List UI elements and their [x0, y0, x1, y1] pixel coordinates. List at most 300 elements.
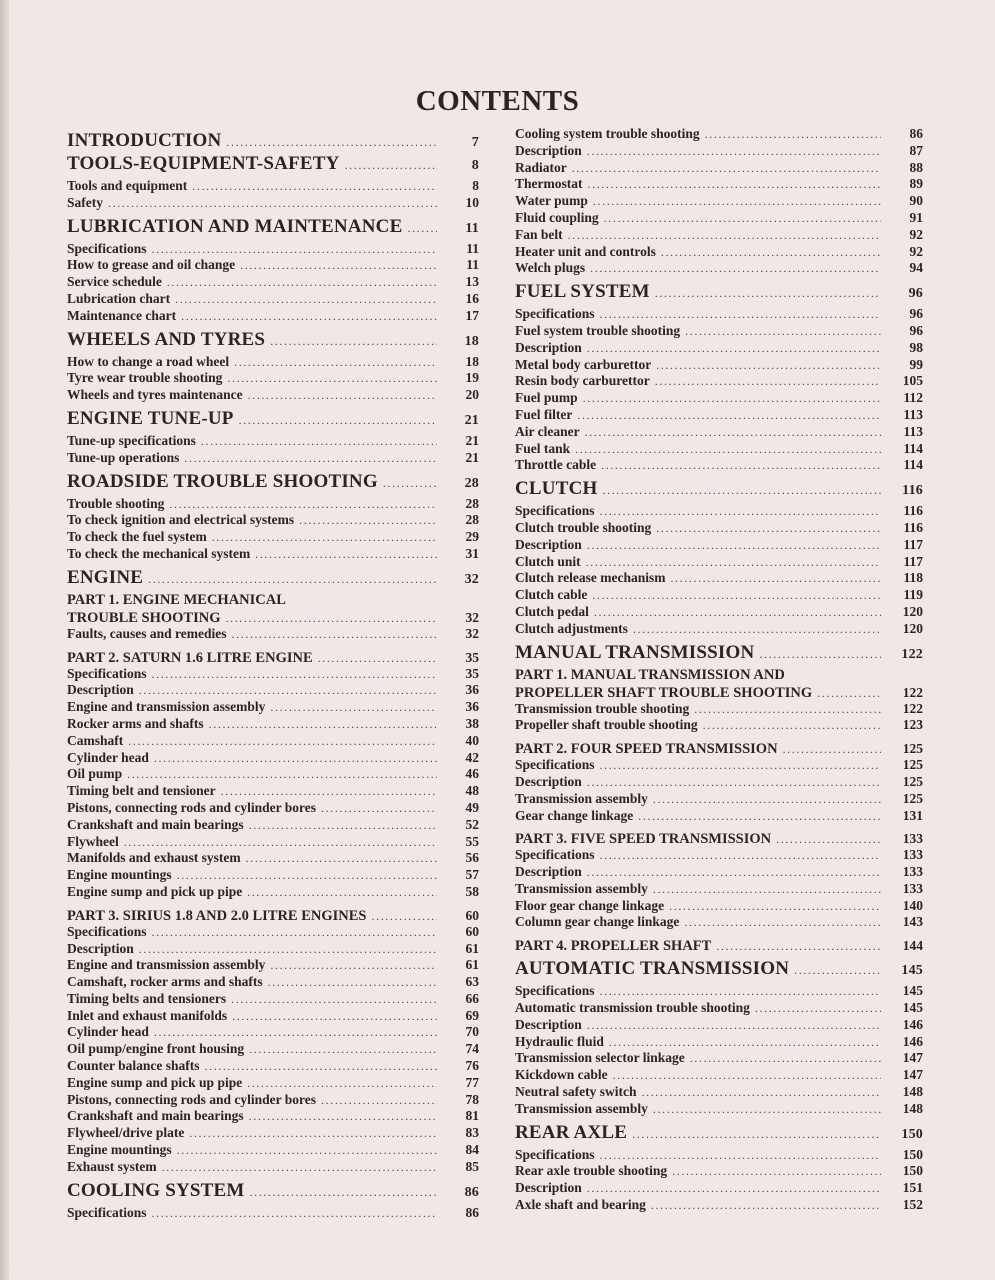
- toc-page-number: 125: [902, 741, 923, 757]
- dot-leader: [588, 176, 882, 193]
- toc-entry-title: Specifications: [515, 306, 595, 322]
- toc-page-number: 143: [902, 914, 923, 930]
- dot-leader: [661, 244, 881, 261]
- toc-page-number: 151: [902, 1180, 923, 1196]
- toc-page-number: 40: [465, 732, 479, 748]
- toc-entry-title: Floor gear change linkage: [515, 897, 665, 913]
- toc-page-number: 91: [909, 209, 923, 225]
- dot-leader: [231, 991, 437, 1008]
- toc-entry-title: How to grease and oil change: [67, 257, 236, 273]
- toc-page-number: 21: [464, 412, 479, 428]
- toc-entry-title: Kickdown cable: [515, 1067, 608, 1083]
- dot-leader: [672, 1163, 881, 1180]
- dot-leader: [127, 766, 437, 783]
- toc-entry-title: Column gear change linkage: [515, 914, 680, 930]
- toc-entry: [515, 621, 923, 638]
- toc-entry-title: Transmission assembly: [515, 790, 648, 806]
- toc-entry-title: Cooling system trouble shooting: [515, 126, 700, 141]
- dot-leader: [189, 1125, 437, 1142]
- toc-entry: [515, 1067, 923, 1084]
- toc-entry: [67, 957, 479, 974]
- toc-entry-title: ROADSIDE TROUBLE SHOOTING: [67, 470, 378, 492]
- toc-page-number: 114: [903, 457, 923, 473]
- toc-entry-title: Transmission assembly: [515, 1100, 648, 1116]
- dot-leader: [154, 750, 437, 767]
- toc-page-number: 32: [465, 609, 479, 625]
- toc-page-number: 86: [464, 1184, 479, 1200]
- dot-leader: [604, 210, 881, 227]
- toc-entry: [515, 537, 923, 554]
- toc-entry-title: Clutch release mechanism: [515, 570, 666, 586]
- toc-entry-title: Cylinder head: [67, 1024, 149, 1040]
- toc-entry-title: Tools and equipment: [67, 178, 188, 193]
- toc-page-number: 119: [903, 587, 923, 603]
- dot-leader: [653, 791, 881, 808]
- dot-leader: [249, 1041, 437, 1058]
- toc-entry: [67, 783, 479, 800]
- toc-entry-title: Exhaust system: [67, 1158, 157, 1174]
- dot-leader: [226, 610, 438, 627]
- toc-page-number: 145: [901, 963, 923, 979]
- toc-page-number: 32: [465, 625, 479, 641]
- toc-page-number: 35: [465, 649, 479, 665]
- dot-leader: [162, 1159, 437, 1176]
- toc-page-number: 116: [902, 483, 923, 499]
- toc-entry: [515, 323, 923, 340]
- toc-entry: [515, 160, 923, 177]
- dot-leader: [249, 817, 437, 834]
- toc-entry: [515, 1017, 923, 1034]
- toc-page-number: 11: [465, 220, 479, 236]
- toc-entry-title: Propeller shaft trouble shooting: [515, 717, 698, 733]
- dot-leader: [575, 441, 881, 458]
- toc-entry-title: Tune-up specifications: [67, 432, 196, 448]
- toc-entry-title: Specifications: [515, 1146, 595, 1162]
- dot-leader: [181, 308, 437, 325]
- toc-entry: [67, 884, 479, 901]
- toc-entry: [515, 791, 923, 808]
- dot-leader: [169, 496, 437, 513]
- toc-page-number: 57: [465, 867, 479, 883]
- dot-leader: [656, 357, 881, 374]
- dot-leader: [247, 1075, 437, 1092]
- toc-page-number: 90: [909, 193, 923, 209]
- toc-entry: [67, 195, 479, 212]
- toc-entry-title: Description: [515, 536, 582, 552]
- toc-entry-title: Specifications: [515, 757, 595, 773]
- dot-leader: [653, 881, 881, 898]
- toc-page-number: 116: [903, 519, 923, 535]
- toc-entry-title: Cylinder head: [67, 749, 149, 765]
- toc-chapter-entry: [67, 328, 479, 350]
- toc-page-number: 11: [466, 240, 479, 256]
- toc-entry: [515, 1034, 923, 1051]
- toc-page-number: 148: [902, 1100, 923, 1116]
- toc-entry-title: Engine sump and pick up pipe: [67, 883, 243, 899]
- toc-entry-title: Tune-up operations: [67, 449, 180, 465]
- dot-leader: [232, 626, 437, 643]
- toc-part-entry: [515, 937, 923, 954]
- dot-leader: [318, 650, 437, 667]
- toc-entry: [515, 881, 923, 898]
- toc-entry: [67, 817, 479, 834]
- toc-entry-title: Safety: [67, 194, 103, 210]
- dot-leader: [655, 373, 881, 390]
- dot-leader: [321, 800, 437, 817]
- dot-leader: [209, 716, 437, 733]
- dot-leader: [234, 354, 437, 371]
- toc-page-number: 152: [902, 1197, 923, 1213]
- toc-page-number: 125: [902, 773, 923, 789]
- toc-page-number: 7: [471, 135, 479, 150]
- toc-page-number: 87: [909, 142, 923, 158]
- dot-leader: [776, 831, 881, 848]
- toc-entry-title: Inlet and exhaust manifolds: [67, 1007, 228, 1023]
- toc-entry: [67, 241, 479, 258]
- dot-leader: [587, 340, 881, 357]
- toc-entry: [67, 924, 479, 941]
- toc-entry: [515, 1084, 923, 1101]
- toc-entry-title: WHEELS AND TYRES: [67, 328, 266, 350]
- dot-leader: [184, 450, 437, 467]
- toc-page-number: 146: [902, 1033, 923, 1049]
- toc-page-number: 150: [902, 1163, 923, 1179]
- dot-leader: [586, 554, 881, 571]
- toc-entry-title: Thermostat: [515, 176, 583, 192]
- toc-entry: [67, 496, 479, 513]
- toc-entry-title: Fuel system trouble shooting: [515, 322, 681, 338]
- dot-leader: [638, 808, 881, 825]
- toc-entry-title: ENGINE TUNE-UP: [67, 407, 234, 429]
- dot-leader: [139, 941, 437, 958]
- dot-leader: [592, 587, 881, 604]
- toc-entry: [515, 143, 923, 160]
- toc-entry: [67, 257, 479, 274]
- toc-entry: [515, 176, 923, 193]
- toc-page-number: 36: [465, 682, 479, 698]
- toc-chapter-entry: [515, 478, 923, 500]
- toc-entry: [67, 450, 479, 467]
- toc-page-number: 49: [465, 799, 479, 815]
- toc-entry: [67, 1092, 479, 1109]
- toc-page-number: 21: [465, 432, 479, 448]
- dot-leader: [407, 220, 437, 237]
- toc-entry: [515, 373, 923, 390]
- dot-leader: [587, 1017, 881, 1034]
- toc-entry: [515, 503, 923, 520]
- toc-page-number: 116: [903, 503, 923, 519]
- toc-page-number: 88: [909, 159, 923, 175]
- toc-page-number: 66: [465, 990, 479, 1006]
- dot-leader: [152, 666, 438, 683]
- toc-page-number: 60: [465, 907, 479, 923]
- toc-entry: [515, 520, 923, 537]
- toc-entry: [67, 546, 479, 563]
- toc-entry-title: Pistons, connecting rods and cylinder bores: [67, 1091, 317, 1107]
- toc-chapter-entry: [67, 215, 479, 237]
- toc-entry-title: Flywheel: [67, 833, 119, 849]
- toc-entry-title: MANUAL TRANSMISSION: [515, 641, 755, 663]
- toc-entry-title: Axle shaft and bearing: [515, 1197, 646, 1213]
- toc-page-number: 13: [465, 274, 479, 290]
- toc-entry-title: Crankshaft and main bearings: [67, 1108, 244, 1124]
- toc-page-number: 83: [465, 1125, 479, 1141]
- toc-entry-title: Pistons, connecting rods and cylinder bores: [67, 799, 317, 815]
- toc-page-number: 145: [902, 1000, 923, 1016]
- toc-page-number: 31: [465, 545, 479, 561]
- dot-leader: [299, 512, 437, 529]
- dot-leader: [656, 520, 881, 537]
- toc-entry-title: PART 1. ENGINE MECHANICAL: [67, 591, 286, 608]
- toc-entry-title: Engine mountings: [67, 1142, 172, 1158]
- dot-leader: [255, 546, 437, 563]
- toc-part-entry: [67, 592, 479, 609]
- toc-entry-title: Automatic transmission trouble shooting: [515, 1000, 750, 1016]
- toc-entry: [67, 1008, 479, 1025]
- toc-entry-title: Timing belt and tensioner: [67, 783, 216, 799]
- dot-leader: [593, 193, 881, 210]
- toc-page-number: 32: [464, 571, 479, 587]
- toc-entry: [67, 1125, 479, 1142]
- toc-chapter-entry: [515, 281, 923, 303]
- toc-page-number: 55: [465, 833, 479, 849]
- toc-entry: [67, 1075, 479, 1092]
- dot-leader: [192, 178, 437, 195]
- dot-leader: [148, 571, 437, 588]
- toc-entry-title: Engine sump and pick up pipe: [67, 1074, 243, 1090]
- toc-entry-title: Transmission assembly: [515, 880, 648, 896]
- toc-page-number: 133: [902, 864, 923, 880]
- toc-entry-title: Clutch pedal: [515, 603, 589, 619]
- toc-entry: [515, 1147, 923, 1164]
- toc-part-entry: [67, 907, 479, 924]
- toc-entry: [515, 306, 923, 323]
- dot-leader: [587, 1180, 881, 1197]
- toc-entry: [67, 682, 479, 699]
- toc-page-number: 112: [903, 390, 923, 406]
- toc-page-number: 118: [903, 570, 923, 586]
- toc-entry: [515, 227, 923, 244]
- dot-leader: [139, 682, 437, 699]
- toc-page-number: 16: [465, 290, 479, 306]
- toc-entry-title: Wheels and tyres maintenance: [67, 387, 243, 403]
- toc-page-number: 61: [465, 940, 479, 956]
- toc-page-number: 125: [902, 757, 923, 773]
- toc-entry: [67, 733, 479, 750]
- toc-page-number: 122: [901, 646, 923, 662]
- dot-leader: [684, 914, 881, 931]
- toc-entry: [67, 291, 479, 308]
- toc-page-number: 140: [902, 897, 923, 913]
- toc-entry: [515, 260, 923, 277]
- dot-leader: [703, 717, 881, 734]
- toc-entry: [67, 1041, 479, 1058]
- page-binding-edge: [0, 0, 9, 1280]
- toc-part-entry: [515, 684, 923, 701]
- toc-page-number: 150: [902, 1146, 923, 1162]
- dot-leader: [212, 529, 437, 546]
- toc-entry: [515, 357, 923, 374]
- toc-entry: [515, 983, 923, 1000]
- toc-entry: [515, 244, 923, 261]
- dot-leader: [594, 604, 881, 621]
- toc-entry: [67, 716, 479, 733]
- toc-page-number: 92: [909, 226, 923, 242]
- toc-page-number: 105: [902, 373, 923, 389]
- dot-leader: [632, 1126, 881, 1143]
- toc-entry: [515, 1101, 923, 1118]
- toc-entry: [67, 666, 479, 683]
- toc-page-number: 96: [909, 306, 923, 322]
- toc-page-number: 58: [465, 883, 479, 899]
- toc-entry-title: PART 4. PROPELLER SHAFT: [515, 938, 712, 955]
- toc-page-number: 92: [909, 243, 923, 259]
- toc-page-number: 113: [903, 406, 923, 422]
- toc-entry: [515, 1000, 923, 1017]
- toc-entry-title: PART 3. SIRIUS 1.8 AND 2.0 LITRE ENGINES: [67, 907, 367, 924]
- toc-entry: [515, 441, 923, 458]
- contents-column-left: [67, 126, 479, 1221]
- toc-entry-title: Flywheel/drive plate: [67, 1125, 185, 1141]
- toc-page-number: 61: [465, 957, 479, 973]
- dot-leader: [600, 757, 882, 774]
- toc-entry-title: INTRODUCTION: [67, 130, 222, 151]
- toc-entry-title: Radiator: [515, 159, 567, 175]
- dot-leader: [690, 1050, 881, 1067]
- toc-entry-title: Engine and transmission assembly: [67, 957, 266, 973]
- toc-chapter-entry: [67, 155, 479, 172]
- toc-entry-title: Trouble shooting: [67, 495, 165, 511]
- toc-entry-title: Engine and transmission assembly: [67, 699, 266, 715]
- toc-entry-title: Description: [515, 864, 582, 880]
- toc-entry: [67, 370, 479, 387]
- toc-entry-title: Clutch trouble shooting: [515, 519, 652, 535]
- dot-leader: [583, 390, 881, 407]
- toc-chapter-entry: [67, 1179, 479, 1201]
- toc-entry: [515, 914, 923, 931]
- toc-part-entry: [515, 740, 923, 757]
- toc-entry: [515, 554, 923, 571]
- toc-entry: [515, 126, 923, 143]
- toc-entry: [67, 1159, 479, 1176]
- toc-entry-title: How to change a road wheel: [67, 353, 230, 369]
- toc-page-number: 76: [465, 1058, 479, 1074]
- toc-page-number: 85: [465, 1158, 479, 1174]
- dot-leader: [249, 1108, 437, 1125]
- toc-entry-title: Specifications: [67, 1204, 147, 1220]
- toc-entry: [67, 1142, 479, 1159]
- toc-entry: [67, 991, 479, 1008]
- toc-page-number: 8: [471, 158, 479, 173]
- toc-page-number: 10: [465, 194, 479, 210]
- toc-page-number: 78: [465, 1091, 479, 1107]
- toc-chapter-entry: [67, 407, 479, 429]
- toc-entry-title: Rear axle trouble shooting: [515, 1163, 668, 1179]
- toc-page-number: 28: [464, 475, 479, 491]
- toc-entry-title: Throttle cable: [515, 457, 597, 473]
- toc-page-number: 89: [909, 176, 923, 192]
- toc-entry: [515, 587, 923, 604]
- toc-entry: [515, 390, 923, 407]
- dot-leader: [794, 962, 881, 979]
- dot-leader: [232, 1008, 437, 1025]
- toc-entry-title: Clutch cable: [515, 587, 588, 603]
- toc-entry: [515, 604, 923, 621]
- toc-entry: [515, 407, 923, 424]
- dot-leader: [655, 285, 881, 302]
- toc-page-number: 147: [902, 1067, 923, 1083]
- toc-page-number: 77: [465, 1074, 479, 1090]
- dot-leader: [669, 898, 881, 915]
- dot-leader: [177, 867, 437, 884]
- toc-page-number: 29: [465, 529, 479, 545]
- dot-leader: [587, 864, 881, 881]
- dot-leader: [716, 938, 881, 955]
- toc-entry-title: CLUTCH: [515, 478, 598, 500]
- toc-entry: [67, 766, 479, 783]
- dot-leader: [600, 503, 882, 520]
- toc-entry-title: To check the fuel system: [67, 529, 207, 545]
- toc-chapter-entry: [515, 1121, 923, 1143]
- toc-page-number: 86: [909, 126, 923, 141]
- toc-page-number: 20: [465, 387, 479, 403]
- dot-leader: [270, 333, 437, 350]
- toc-page-number: 19: [465, 370, 479, 386]
- toc-entry-title: Welch plugs: [515, 260, 586, 276]
- toc-entry-title: Description: [515, 142, 582, 158]
- toc-entry: [67, 867, 479, 884]
- toc-entry: [67, 850, 479, 867]
- dot-leader: [651, 1197, 881, 1214]
- toc-entry-title: PART 2. FOUR SPEED TRANSMISSION: [515, 741, 778, 758]
- dot-leader: [653, 1101, 881, 1118]
- toc-entry: [67, 974, 479, 991]
- dot-leader: [246, 850, 437, 867]
- toc-entry: [515, 701, 923, 718]
- toc-page-number: 94: [909, 260, 923, 276]
- dot-leader: [152, 1205, 438, 1222]
- toc-entry-title: COOLING SYSTEM: [67, 1179, 245, 1201]
- toc-page-number: 120: [902, 620, 923, 636]
- toc-entry-title: PART 1. MANUAL TRANSMISSION AND: [515, 666, 785, 683]
- dot-leader: [641, 1084, 881, 1101]
- toc-entry: [67, 178, 479, 195]
- dot-leader: [177, 1142, 437, 1159]
- toc-chapter-entry: [67, 566, 479, 588]
- toc-page-number: 28: [465, 495, 479, 511]
- toc-entry-title: FUEL SYSTEM: [515, 281, 650, 303]
- toc-page-number: 56: [465, 850, 479, 866]
- dot-leader: [108, 195, 437, 212]
- toc-entry-title: Specifications: [67, 240, 147, 256]
- toc-entry-title: Camshaft, rocker arms and shafts: [67, 974, 263, 990]
- toc-page-number: 18: [464, 333, 479, 349]
- toc-entry-title: Faults, causes and remedies: [67, 625, 227, 641]
- toc-page-number: 114: [903, 440, 923, 456]
- toc-entry-title: Specifications: [515, 503, 595, 519]
- dot-leader: [783, 741, 881, 758]
- toc-entry: [67, 1205, 479, 1222]
- toc-entry-title: AUTOMATIC TRANSMISSION: [515, 958, 790, 980]
- toc-page-number: 148: [902, 1084, 923, 1100]
- toc-page-number: 144: [902, 938, 923, 954]
- toc-page-number: 38: [465, 715, 479, 731]
- dot-leader: [603, 482, 882, 499]
- dot-leader: [587, 537, 881, 554]
- toc-entry-title: Clutch adjustments: [515, 620, 628, 636]
- toc-page-number: 60: [465, 923, 479, 939]
- toc-entry-title: Air cleaner: [515, 423, 580, 439]
